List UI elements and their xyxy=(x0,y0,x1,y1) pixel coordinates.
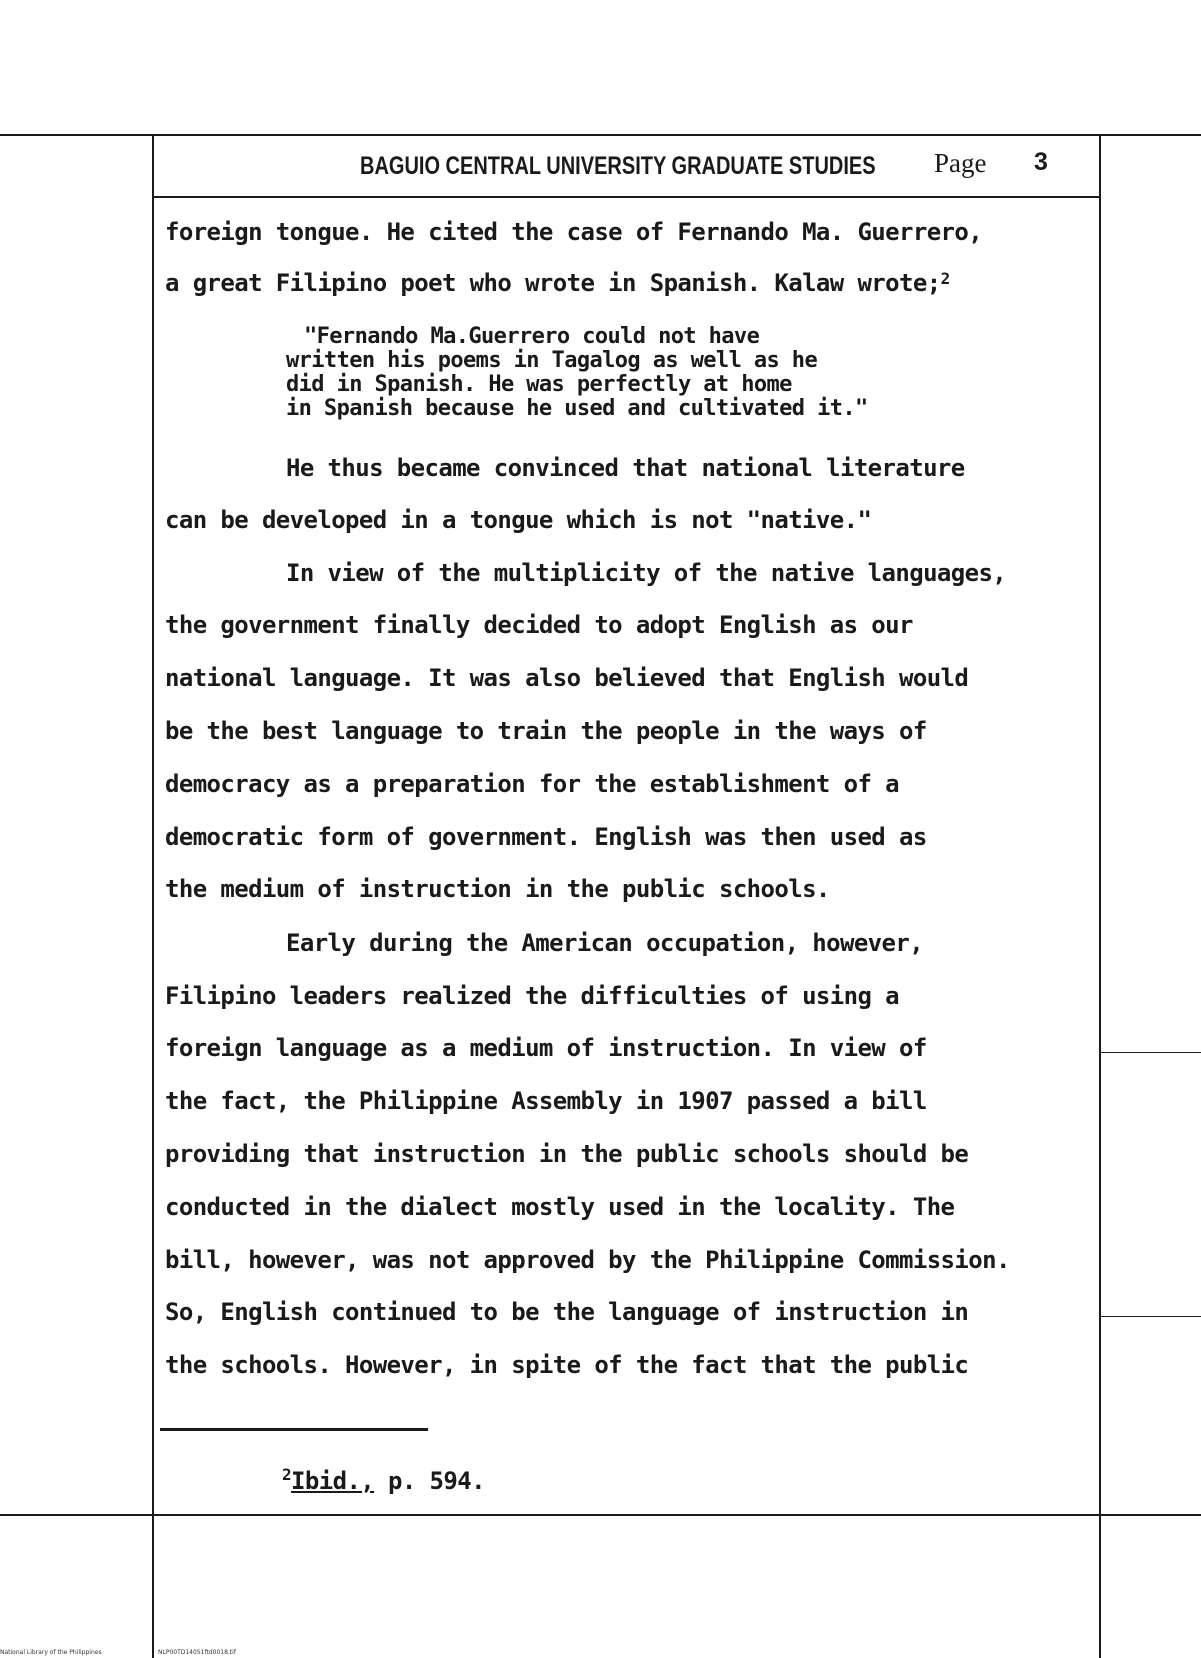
right-tick-mark xyxy=(1101,1052,1201,1053)
footnote-number: 2 xyxy=(282,1465,292,1484)
text-line: foreign language as a medium of instruction. In view of xyxy=(165,1034,927,1062)
text-line: Early during the American occupation, however, xyxy=(286,929,924,957)
left-margin-rule xyxy=(152,134,154,1658)
header-rule xyxy=(152,196,1099,198)
text-line: the medium of instruction in the public schools. xyxy=(165,875,830,903)
text-line: the government finally decided to adopt English as our xyxy=(165,611,913,639)
footnote-rule xyxy=(160,1428,428,1431)
text-line: the fact, the Philippine Assembly in 1907 passed a bill xyxy=(165,1087,927,1115)
scan-file-name: NLP00TD14051ftd0018.tif xyxy=(158,1649,236,1656)
library-credit: National Library of the Philippines xyxy=(0,1649,102,1656)
footnote xyxy=(282,1466,485,1496)
footnote-reference: 2 xyxy=(940,269,950,288)
footnote-ibid: Ibid., xyxy=(291,1467,375,1495)
text-line: can be developed in a tongue which is not "native." xyxy=(165,506,872,534)
quote-line: in Spanish because he used and cultivated it." xyxy=(286,396,868,421)
text-line xyxy=(165,268,950,298)
text-line: So, English continued to be the language of instruction in xyxy=(165,1298,969,1326)
text-line: national language. It was also believed that English would xyxy=(165,664,969,692)
text-line: foreign tongue. He cited the case of Fernando Ma. Guerrero, xyxy=(165,218,983,246)
text-line: In view of the multiplicity of the native languages, xyxy=(286,559,1007,587)
page-label: Page xyxy=(934,148,987,178)
text-line: bill, however, was not approved by the Philippine Commission. xyxy=(165,1246,1010,1274)
text-line: be the best language to train the people in the ways of xyxy=(165,717,927,745)
text-line: He thus became convinced that national literature xyxy=(286,454,965,482)
quote-line: did in Spanish. He was perfectly at home xyxy=(286,372,792,397)
footnote-citation: p. 594. xyxy=(374,1467,485,1495)
right-tick-mark xyxy=(1101,1316,1201,1317)
page-number: 3 xyxy=(1034,148,1048,176)
text-line: conducted in the dialect mostly used in the locality. The xyxy=(165,1193,955,1221)
quote-line: "Fernando Ma.Guerrero could not have xyxy=(304,324,760,349)
bottom-rule xyxy=(0,1514,1201,1516)
text-line: the schools. However, in spite of the fact that the public xyxy=(165,1351,969,1379)
text-line: democracy as a preparation for the establishment of a xyxy=(165,770,900,798)
text-line: Filipino leaders realized the difficulties of using a xyxy=(165,982,900,1010)
header-title: BAGUIO CENTRAL UNIVERSITY GRADUATE STUDIES xyxy=(360,151,876,180)
right-margin-rule xyxy=(1099,134,1101,1658)
text-line: providing that instruction in the public schools should be xyxy=(165,1140,969,1168)
quote-line: written his poems in Tagalog as well as he xyxy=(286,348,818,373)
page-header xyxy=(360,146,960,186)
text-line: democratic form of government. English was then used as xyxy=(165,823,927,851)
top-rule xyxy=(0,134,1201,136)
text-line-content: a great Filipino poet who wrote in Spanish. Kalaw wrote; xyxy=(165,269,941,297)
